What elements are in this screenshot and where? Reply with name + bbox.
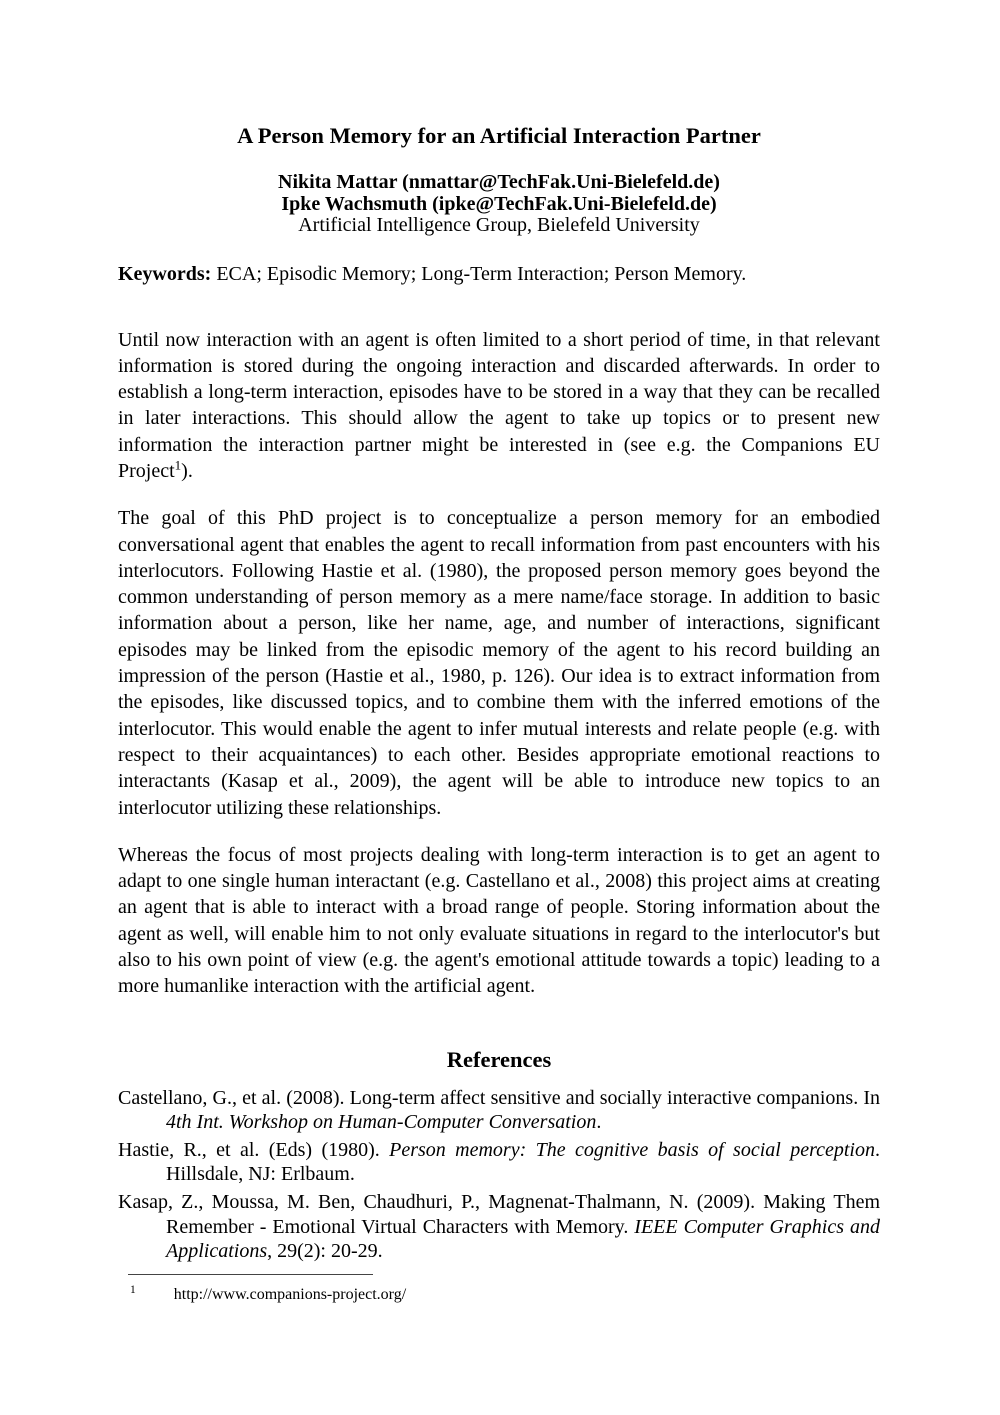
- paragraph-1: [118, 327, 880, 485]
- keywords-label: Keywords:: [118, 262, 212, 285]
- footnote-area: [118, 1274, 880, 1305]
- footnote-url: http://www.companions-project.org/: [173, 1286, 407, 1304]
- paragraph-1-tail: ).: [181, 459, 193, 482]
- page-content: [118, 0, 880, 1305]
- reference-item-castellano: [118, 1086, 880, 1134]
- reference-text: Kasap, Z., Moussa, M. Ben, Chaudhuri, P., Magnenat-Thalmann, N. (2009). Making Them Remember - Emotional Virtual Characters with Memory.: [118, 1191, 880, 1238]
- reference-tail: .: [596, 1110, 602, 1133]
- affiliation-line: Artificial Intelligence Group, Bielefeld University: [298, 214, 700, 236]
- references-heading: References: [446, 1046, 552, 1072]
- paragraph-1-text: Until now interaction with an agent is often limited to a short period of time, in that relevant information is stored during the ongoing interaction and discarded afterwards. In order to establish a long-term interaction, episodes have to be stored in a way that they can be recalled in later interactions. This should allow the agent to take up topics or to present new information the interaction partner might be interested in (see e.g. the Companions EU Project: [118, 328, 880, 482]
- paragraph-2: The goal of this PhD project is to conceptualize a person memory for an embodied conversational agent that enables the agent to recall information from past encounters with his interlocutors. Following Hastie et al. (1980), the proposed person memory goes beyond the common understanding of person memory as a mere name/face storage. In addition to basic information about a person, like her name, age, and number of interactions, significant episodes may be linked from the episodic memory of the agent to his record building an impression of the person (Hastie et al., 1980, p. 126). Our idea is to extract information from the episodes, like discussed topics, and to combine them with the inferred emotions of the interlocutor. This would enable the agent to infer mutual interests and relate people (e.g. with respect to their acquaintances) to each other. Besides appropriate emotional reactions to interactants (Kasap et al., 2009), the agent will be able to introduce new topics to an interlocutor utilizing these relationships.: [118, 507, 880, 819]
- author-line-1: Nikita Mattar (nmattar@TechFak.Uni-Bielefeld.de): [278, 171, 720, 193]
- reference-venue: IEEE Computer Graphics and Applications: [166, 1215, 880, 1262]
- reference-text: Hastie, R., et al. (Eds) (1980).: [118, 1139, 390, 1162]
- reference-venue: 4th Int. Workshop on Human-Computer Conversation: [166, 1110, 597, 1133]
- references-list: [118, 1086, 880, 1263]
- reference-tail: , 29(2): 20-29.: [267, 1239, 383, 1262]
- keywords-line: [118, 261, 880, 287]
- author-line-2: Ipke Wachsmuth (ipke@TechFak.Uni-Bielefeld.de): [281, 192, 717, 215]
- reference-tail: . Hillsdale, NJ: Erlbaum.: [166, 1139, 880, 1186]
- reference-venue: Person memory: The cognitive basis of social perception: [389, 1139, 875, 1162]
- reference-text: Castellano, G., et al. (2008). Long-term affect sensitive and socially interactive companions. In: [118, 1086, 880, 1109]
- footnote-reference-marker: 1: [174, 457, 182, 473]
- paragraph-3: Whereas the focus of most projects dealing with long-term interaction is to get an agent to adapt to one single human interactant (e.g. Castellano et al., 2008) this project aims at creating an agent that is able to interact with a broad range of people. Storing information about the agent as well, will enable him to not only evaluate situations in regard to the interlocutor's but also to his own point of view (e.g. the agent's emotional attitude towards a topic) leading to a more humanlike interaction with the artificial agent.: [118, 843, 880, 998]
- paper-title: A Person Memory for an Artificial Interaction Partner: [237, 123, 761, 148]
- reference-item-hastie: [118, 1138, 880, 1186]
- reference-item-kasap: [118, 1190, 880, 1263]
- footnote-line: [118, 1280, 880, 1305]
- authors-block: [118, 172, 880, 237]
- footnote-separator-rule: [128, 1274, 373, 1275]
- footnote-marker: 1: [130, 1284, 136, 1297]
- abstract-body: [118, 327, 880, 1000]
- keywords-text: ECA; Episodic Memory; Long-Term Interaction; Person Memory.: [211, 262, 747, 285]
